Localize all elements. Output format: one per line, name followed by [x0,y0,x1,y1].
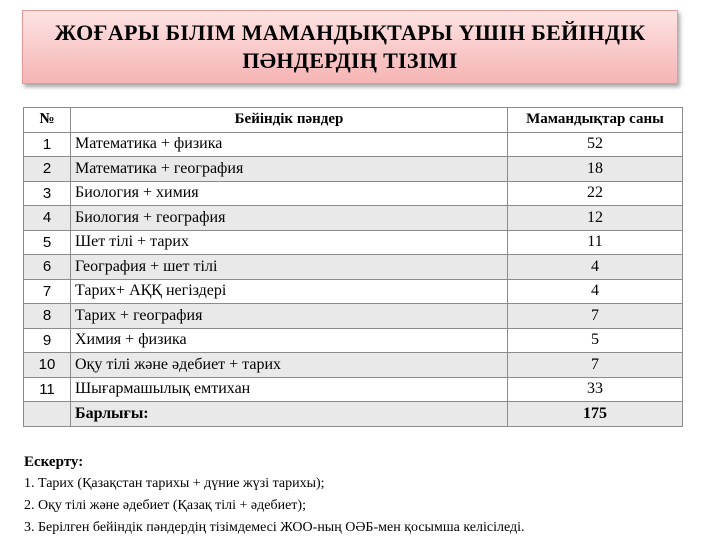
row-count: 4 [508,255,683,280]
row-subject: Биология + география [71,206,508,231]
row-subject: Тарих + география [71,304,508,329]
header-number: № [24,108,71,133]
subjects-table [23,107,683,427]
row-subject: Шығармашылық емтихан [71,377,508,402]
row-count: 7 [508,353,683,378]
table-row [24,157,683,182]
header-count: Мамандықтар саны [508,108,683,133]
row-count: 52 [508,132,683,157]
total-count: 175 [508,402,683,427]
title-line-1: ЖОҒАРЫ БІЛІМ МАМАНДЫҚТАРЫ ҮШІН БЕЙІНДІК [54,20,646,45]
row-subject: Математика + география [71,157,508,182]
row-number: 11 [24,377,71,402]
table-header-row [24,108,683,133]
row-number: 8 [24,304,71,329]
row-subject: Математика + физика [71,132,508,157]
row-number: 9 [24,328,71,353]
row-count: 12 [508,206,683,231]
row-number: 3 [24,181,71,206]
note-item: 1. Тарих (Қазақстан тарихы + дүние жүзі тарихы); [24,476,325,491]
notes-section [24,451,704,539]
row-number: 5 [24,230,71,255]
row-number: 4 [24,206,71,231]
title-line-2: ПӘНДЕРДІҢ ТІЗІМІ [242,48,458,73]
title-banner [22,10,678,84]
row-subject: Химия + физика [71,328,508,353]
table-row [24,206,683,231]
row-count: 5 [508,328,683,353]
table-row [24,377,683,402]
table-row [24,353,683,378]
row-number: 10 [24,353,71,378]
table-row [24,181,683,206]
table-row [24,132,683,157]
row-count: 4 [508,279,683,304]
row-number: 7 [24,279,71,304]
total-number-cell [24,402,71,427]
row-number: 1 [24,132,71,157]
row-count: 22 [508,181,683,206]
table-row [24,304,683,329]
notes-heading: Ескерту: [24,454,84,470]
table-row [24,328,683,353]
row-count: 11 [508,230,683,255]
row-subject: Шет тілі + тарих [71,230,508,255]
row-subject: Тарих+ АҚҚ негіздері [71,279,508,304]
row-number: 2 [24,157,71,182]
row-subject: География + шет тілі [71,255,508,280]
row-subject: Биология + химия [71,181,508,206]
row-count: 33 [508,377,683,402]
row-subject: Оқу тілі және әдебиет + тарих [71,353,508,378]
total-label: Барлығы: [71,402,508,427]
header-subjects: Бейіндік пәндер [71,108,508,133]
table-row [24,230,683,255]
note-item: 3. Берілген бейіндік пәндердің тізімдемесі ЖОО-ның ОӘБ-мен қосымша келісіледі. [24,520,525,535]
row-number: 6 [24,255,71,280]
note-item: 2. Оқу тілі және әдебиет (Қазақ тілі + әдебиет); [24,498,306,513]
table-total-row [24,402,683,427]
table-row [24,279,683,304]
table-row [24,255,683,280]
row-count: 18 [508,157,683,182]
row-count: 7 [508,304,683,329]
